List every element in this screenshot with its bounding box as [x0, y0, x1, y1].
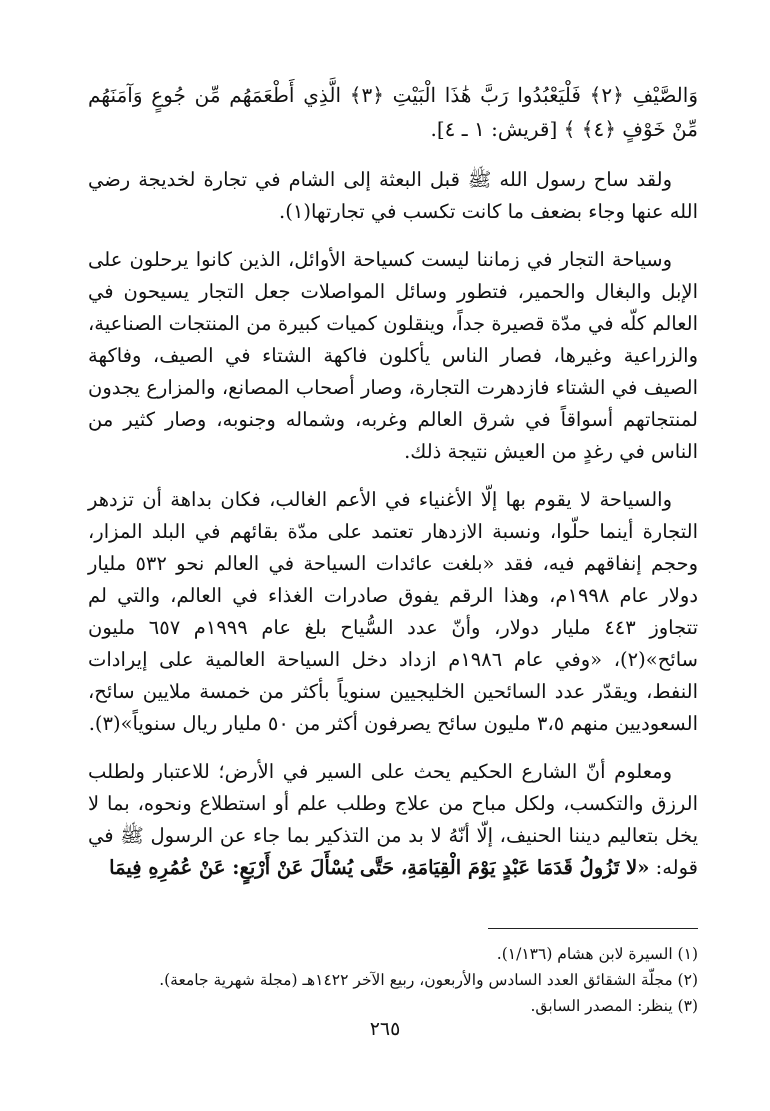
travel-ruling-text: ومعلوم أنّ الشارع الحكيم يحث على السير في الأرض؛ للاعتبار ولطلب الرزق والتكسب، ولكل مباح من علاج وطلب علم أو استطلاع ونحوه، بما لا يخل بتعاليم ديننا الحنيف، إلّا أنّهُ لا بد من التذكير بما جاء عن الرسول ﷺ في قوله:: [88, 760, 698, 879]
footnote-2: (٢) مجلّة الشقائق العدد السادس والأربعون، ربيع الآخر ١٤٢٢هـ (مجلة شهرية جامعة).: [159, 971, 698, 989]
footnotes: [88, 928, 698, 1019]
merchant-tourism-paragraph: وسياحة التجار في زماننا ليست كسياحة الأوائل، الذين كانوا يرحلون على الإبل والبغال والحمير، فتطور وسائل المواصلات جعل التجار يسيحون في العالم كلّه في مدّة قصيرة جداً، وينقلون كميات كبيرة من المنتجات الصناعية، والزراعية وغيرها، فصار الناس يأكلون فاكهة الشتاء في الصيف، وفاكهة الصيف في الشتاء فازدهرت التجارة، وصار أصحاب المصانع، والمزارع يجدون لمنتجاتهم أسواقاً في شرق العالم وغربه، وشماله وجنوبه، وصار كثير من الناس في رغدٍ من العيش نتيجة ذلك.: [88, 248, 698, 463]
page-body: [88, 78, 698, 900]
page-number: ٢٦٥: [369, 1018, 401, 1040]
footnote-3: (٣) ينظر: المصدر السابق.: [530, 997, 698, 1015]
hadith-quote: «لا تَزُولُ قَدَمَا عَبْدٍ يَوْمَ الْقِيَامَةِ، حَتَّى يُسْأَلَ عَنْ أَرْبَعٍ: عَنْ عُمُرِهِ فِيمَا: [109, 856, 650, 879]
footnote-1: (١) السيرة لابن هشام (١/١٣٦).: [496, 945, 698, 963]
quran-verse-paragraph: وَالصَّيْفِ ﴿٢﴾ فَلْيَعْبُدُوا رَبَّ هَٰذَا الْبَيْتِ ﴿٣﴾ الَّذِي أَطْعَمَهُم مِّن جُوعٍ وَآمَنَهُم مِّنْ خَوْفٍ ﴿٤﴾ ﴾ [قريش: ١ ـ ٤].: [88, 83, 698, 141]
travel-ruling-paragraph: [88, 756, 698, 884]
tourism-economy-paragraph: والسياحة لا يقوم بها إلّا الأغنياء في الأعم الغالب، فكان بداهة أن تزدهر التجارة أينما حلّوا، ونسبة الازدهار تعتمد على مدّة بقائهم في البلد المزار، وحجم إنفاقهم فيه، فقد «بلغت عائدات السياحة في العالم نحو ٥٣٢ مليار دولار عام ١٩٩٨م، وهذا الرقم يفوق صادرات الغذاء في العالم، والتي لم تتجاوز ٤٤٣ مليار دولار، وأنّ عدد السُّياح بلغ عام ١٩٩٩م ٦٥٧ مليون سائح»(٢)، «وفي عام ١٩٨٦م ازداد دخل السياحة العالمية على إيرادات النفط، ويقدّر عدد السائحين الخليجيين سنوياً بأكثر من خمسة ملايين سائح، السعوديين منهم ٣،٥ مليون سائح يصرفون أكثر من ٥٠ مليار ريال سنوياً»(٣).: [88, 488, 699, 735]
footnote-divider: [488, 928, 698, 929]
prophet-trade-paragraph: ولقد ساح رسول الله ﷺ قبل البعثة إلى الشام في تجارة لخديجة رضي الله عنها وجاء بضعف ما كانت تكسب في تجارتها(١).: [88, 168, 698, 223]
